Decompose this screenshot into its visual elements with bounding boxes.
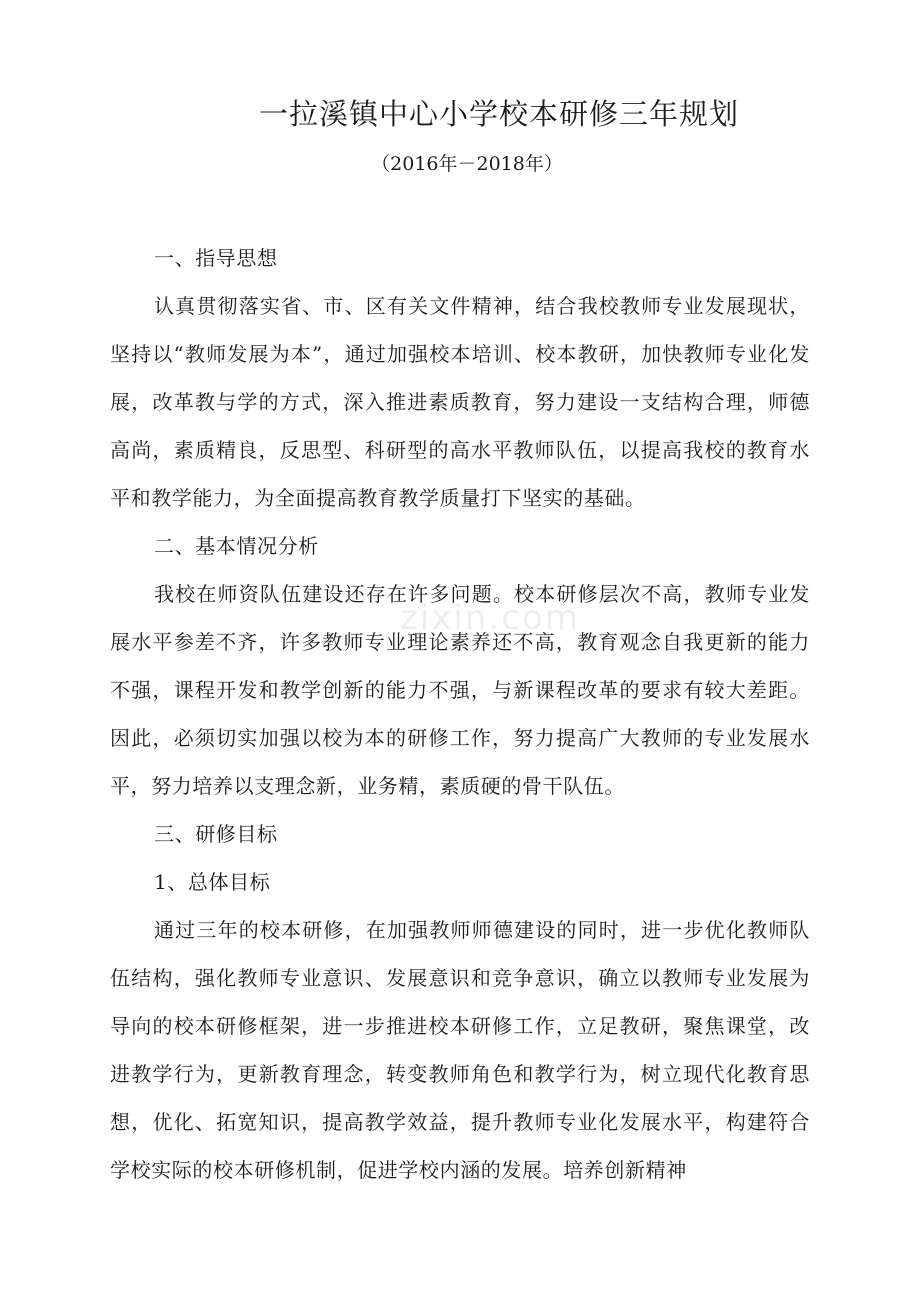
- section-heading-guiding-ideology: 一、指导思想: [154, 246, 278, 270]
- document-subtitle: （2016年－2018年）: [371, 153, 563, 175]
- paragraph-overall-goal: 通过三年的校本研修，在加强教师师德建设的同时，进一步优化教师队伍结构，强化教师专业意识、发展意识和竞争意识，确立以教师专业发展为导向的校本研修框架，进一步推进校本研修工作，立足教研，聚焦课堂，改进教学行为，更新教育理念，转变教师角色和教学行为，树立现代化教育思想，优化、拓宽知识，提高教学效益，提升教师专业化发展水平，构建符合学校实际的校本研修机制，促进学校内涵的发展。培养创新精神: [110, 918, 810, 1182]
- subsection-heading-overall-goal: 1、总体目标: [154, 870, 271, 894]
- document-body: [110, 234, 810, 1194]
- watermark: zixin.com: [400, 598, 580, 638]
- paragraph-guiding-ideology: 认真贯彻落实省、市、区有关文件精神，结合我校教师专业发展现状，坚持以“教师发展为本”，通过加强校本培训、校本教研，加快教师专业化发展，改革教与学的方式，深入推进素质教育，努力建设一支结构合理，师德高尚，素质精良，反思型、科研型的高水平教师队伍，以提高我校的教育水平和教学能力，为全面提高教育教学质量打下坚实的基础。: [110, 294, 810, 510]
- section-heading-goals: 三、研修目标: [154, 822, 278, 846]
- paragraph-situation-analysis: 我校在师资队伍建设还存在许多问题。校本研修层次不高，教师专业发展水平参差不齐，许多教师专业理论素养还不高，教育观念自我更新的能力不强，课程开发和教学创新的能力不强，与新课程改革的要求有较大差距。因此，必须切实加强以校为本的研修工作，努力提高广大教师的专业发展水平，努力培养以支理念新，业务精，素质硬的骨干队伍。: [110, 582, 810, 798]
- document-title: 一拉溪镇中心小学校本研修三年规划: [258, 97, 739, 131]
- section-heading-situation-analysis: 二、基本情况分析: [154, 534, 319, 558]
